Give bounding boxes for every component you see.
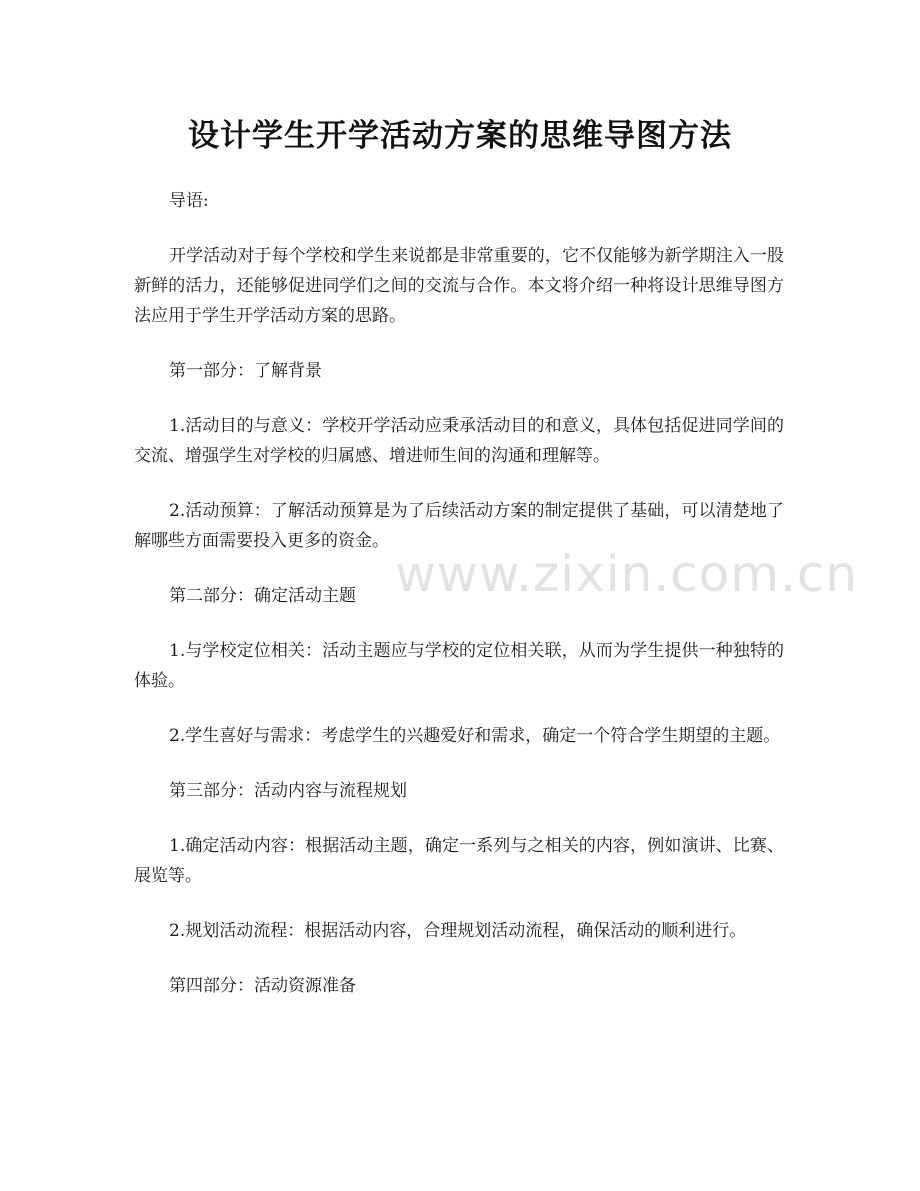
intro-paragraph: 开学活动对于每个学校和学生来说都是非常重要的，它不仅能够为新学期注入一股新鲜的活力，还能够促进同学们之间的交流与合作。本文将介绍一种将设计思维导图方法应用于学生开学活动方案的思路。 [134,246,784,326]
page-title: 设计学生开学活动方案的思维导图方法 [188,118,732,154]
section-heading: 第一部分：了解背景 [169,361,322,381]
intro-label: 导语: [169,191,209,211]
section-heading: 第三部分：活动内容与流程规划 [169,781,407,801]
body-paragraph: 1.确定活动内容：根据活动主题，确定一系列与之相关的内容，例如演讲、比赛、展览等。 [134,836,784,886]
body-paragraph: 1.活动目的与意义：学校开学活动应秉承活动目的和意义，具体包括促进同学间的交流、增强学生对学校的归属感、增进师生间的沟通和理解等。 [134,416,784,466]
document-body [134,186,784,1026]
body-paragraph: 2.学生喜好与需求：考虑学生的兴趣爱好和需求，确定一个符合学生期望的主题。 [169,726,781,746]
section-heading: 第二部分：确定活动主题 [169,586,356,606]
body-paragraph: 2.规划活动流程：根据活动内容，合理规划活动流程，确保活动的顺利进行。 [169,921,747,941]
watermark: www.zixin.com.cn [395,545,859,603]
body-paragraph: 1.与学校定位相关：活动主题应与学校的定位相关联，从而为学生提供一种独特的体验。 [134,641,784,691]
section-heading: 第四部分：活动资源准备 [169,976,356,996]
body-paragraph: 2.活动预算：了解活动预算是为了后续活动方案的制定提供了基础，可以清楚地了解哪些方面需要投入更多的资金。 [134,501,784,551]
